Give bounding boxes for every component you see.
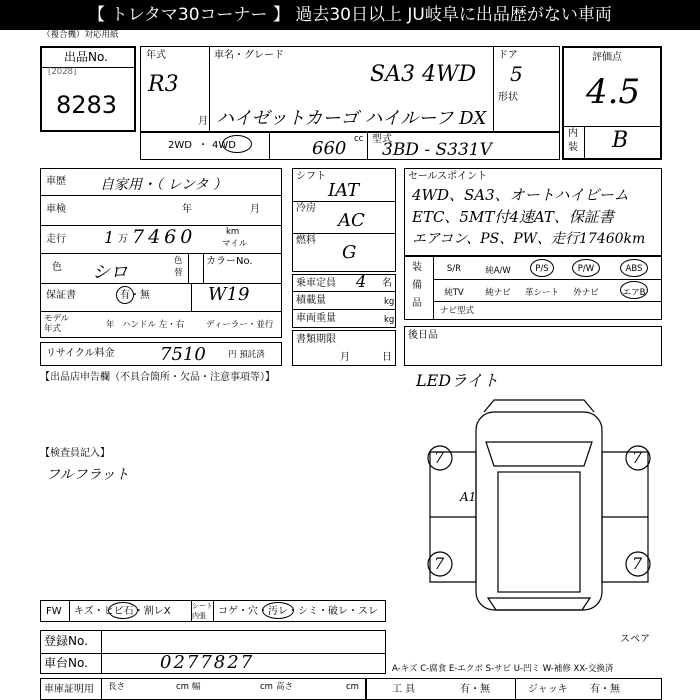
registration-label: 登録No. — [44, 634, 88, 648]
spare-label: スペア — [620, 634, 650, 645]
equip-sr: S/R — [446, 264, 462, 274]
model-year-label-1: モデル — [44, 314, 70, 324]
equipment-label-1: 装 — [412, 262, 422, 273]
doc-period-month: 月 — [340, 352, 350, 363]
inspection-label: 車検 — [46, 204, 66, 215]
inspection-month-unit: 月 — [250, 204, 260, 215]
recycle-value: 7510 — [160, 344, 206, 365]
drive-4wd: 4WD — [212, 140, 236, 151]
lot-faint-code: [2028] — [48, 67, 77, 77]
color-change-label-2: 替 — [174, 268, 183, 278]
capacity-value: 4 — [356, 272, 367, 291]
fw-items: キズ・ヒビ石・割レX — [74, 606, 171, 617]
drive-2wd: 2WD — [168, 140, 192, 151]
drive-dot: ・ — [198, 140, 208, 151]
cert-width: 幅 — [192, 682, 201, 692]
damage-legend: A-キズ C-腐食 E-エクボ S-サビ U-凹ミ W-補修 XX-交換済 — [392, 664, 614, 674]
cert-cm-2: cm — [260, 682, 273, 692]
weight-unit: kg — [384, 315, 395, 325]
model-year-label-2: 年式 — [44, 324, 62, 334]
wheel-mark-fr: 7 — [632, 448, 643, 467]
tools-options: 有・無 — [460, 684, 490, 695]
seat-label-1: シート — [192, 602, 213, 610]
cert-length: 長さ — [108, 682, 126, 692]
seat-items: コゲ・穴・汚レ・シミ・破レ・スレ — [218, 606, 378, 617]
equip-airbag-circle — [620, 281, 648, 299]
diagram-front-bumper — [484, 400, 594, 412]
equip-navi: 純ナビ — [485, 288, 511, 298]
warranty-label: 保証書 — [46, 290, 76, 301]
diagram-windshield — [486, 442, 592, 466]
equipment-label-2: 備 — [412, 280, 422, 291]
sales-point-line-2: ETC、5MT付4速AT、保証書 — [412, 208, 614, 226]
ac-value: AC — [338, 210, 365, 231]
cc-unit: cc — [354, 134, 364, 144]
recycle-label: リサイクル料金 — [46, 348, 115, 359]
fuel-value: G — [342, 242, 357, 263]
post-date-box — [404, 326, 662, 366]
year-month-unit: 月 — [198, 116, 208, 127]
shift-value: IAT — [328, 180, 360, 201]
seat-stain-circle — [262, 602, 294, 619]
post-date-label: 後日品 — [408, 330, 438, 341]
doc-period-label: 書類期限 — [296, 334, 336, 345]
interior-value: B — [612, 128, 629, 153]
color-code-label: カラーNo. — [206, 256, 253, 267]
lot-box — [40, 46, 136, 132]
year-label: 年式 — [146, 50, 166, 61]
shift-label: シフト — [296, 171, 326, 182]
fuel-label: 燃料 — [296, 235, 316, 246]
equip-abs: ABS — [625, 264, 643, 274]
equip-pw: P/W — [577, 264, 595, 274]
mileage-value: 7460 — [132, 226, 197, 248]
model-value: SA3 4WD — [370, 62, 477, 87]
capacity-unit: 名 — [382, 278, 392, 289]
cert-cm-1: cm — [176, 682, 189, 692]
cert-label: 車庫証明用 — [44, 684, 94, 695]
history-label: 車歴 — [46, 176, 66, 187]
type-label: 型式 — [372, 134, 392, 145]
equip-airbag: エアB — [622, 288, 646, 298]
doors-value: 5 — [510, 62, 523, 86]
score-label: 評価点 — [592, 52, 622, 63]
equip-tv: 純TV — [444, 288, 464, 298]
drive-4wd-circle — [222, 135, 252, 153]
lot-number: 8283 — [56, 91, 118, 119]
sales-points-label: セールスポイント — [408, 171, 488, 182]
inspector-notes-text: フルフラット — [46, 467, 130, 483]
mileage-label: 走行 — [46, 234, 66, 245]
warranty-options: 有・無 — [120, 290, 150, 301]
name-label: 車名・グレード — [214, 50, 284, 61]
wheel-mark-rr: 7 — [632, 554, 643, 573]
color-label: 色 — [52, 262, 62, 273]
floor-mark: A1 — [460, 490, 477, 504]
equip-ps-circle — [530, 259, 554, 277]
equip-ps: P/S — [535, 264, 549, 274]
doors-label: ドア — [498, 50, 518, 61]
sales-point-line-3: エアコン、PS、PW、走行17460km — [412, 231, 646, 247]
doc-period-day: 日 — [382, 352, 392, 363]
warranty-yes-circle — [116, 286, 134, 304]
mileage-unit-mile: マイル — [222, 239, 248, 249]
capacity-label: 乗車定員 — [296, 278, 336, 289]
color-value: シロ — [92, 262, 128, 283]
model-year-unit: 年 — [106, 320, 115, 330]
sales-point-line-1: 4WD、SA3、オートハイビーム — [412, 186, 629, 204]
inspection-year-unit: 年 — [182, 204, 192, 215]
load-unit: kg — [384, 297, 395, 307]
jack-options: 有・無 — [590, 684, 620, 695]
inspector-notes-label: 【検査員記入】 — [40, 448, 110, 459]
load-label: 積載量 — [296, 295, 326, 306]
mileage-man-value: 1 — [104, 228, 115, 247]
cc-value: 660 — [312, 138, 347, 159]
ac-label: 冷房 — [296, 203, 316, 214]
color-code-value: W19 — [208, 284, 250, 305]
equip-abs-circle — [620, 259, 648, 277]
diagram-roof — [498, 472, 580, 592]
seat-label-2: 内張 — [192, 612, 206, 620]
equip-aw: 純A/W — [485, 266, 511, 276]
recycle-unit: 円 預託済 — [228, 350, 265, 360]
handle-options: ハンドル 左・右 — [122, 320, 185, 330]
header-note: （複合機）対応用紙 — [42, 30, 119, 40]
history-value: 自家用・（ レンタ ） — [100, 177, 227, 193]
lot-label: 出品No. — [64, 50, 108, 64]
interior-label-1: 内 — [568, 128, 578, 139]
mileage-man-unit: 万 — [118, 234, 128, 245]
year-value: R3 — [148, 72, 179, 97]
led-note: LEDライト — [416, 371, 499, 390]
wheel-mark-fl: 7 — [434, 448, 445, 467]
type-value: 3BD - S331V — [382, 140, 492, 160]
score-value: 4.5 — [586, 72, 641, 112]
equip-ext-navi: 外ナビ — [573, 288, 599, 298]
cert-height: 高さ — [276, 682, 294, 692]
mileage-unit-km: km — [226, 227, 240, 237]
fw-chip-circle — [108, 602, 138, 619]
seller-notes-label: 【出品店申告欄（不具合箇所・欠品・注意事項等）】 — [40, 372, 275, 383]
color-change-label-1: 色 — [174, 256, 183, 266]
equip-leather: 革シート — [524, 288, 559, 298]
equipment-label-3: 品 — [412, 298, 422, 309]
chassis-value: 0277827 — [160, 652, 255, 673]
dealer-options: ディーラー・並行 — [206, 320, 274, 330]
tools-label: 工 具 — [392, 684, 416, 695]
diagram-rear-window — [488, 598, 590, 610]
interior-label-2: 装 — [568, 142, 578, 153]
weight-label: 車両重量 — [296, 313, 336, 324]
jack-label: ジャッキ — [528, 684, 568, 695]
grade-value: ハイゼットカーゴ ハイルーフ DX — [216, 108, 487, 129]
equip-navi-model: ナビ型式 — [440, 306, 475, 316]
chassis-label: 車台No. — [44, 656, 88, 670]
car-damage-diagram — [414, 392, 664, 632]
wheel-mark-rl: 7 — [434, 554, 445, 573]
equip-pw-circle — [572, 259, 600, 277]
shape-label: 形状 — [498, 92, 518, 103]
cert-cm-3: cm — [346, 682, 359, 692]
fw-label: FW — [46, 606, 62, 617]
banner-title: 【 トレタマ30コーナー 】 過去30日以上 JU岐阜に出品歴がない車両 — [0, 0, 700, 30]
